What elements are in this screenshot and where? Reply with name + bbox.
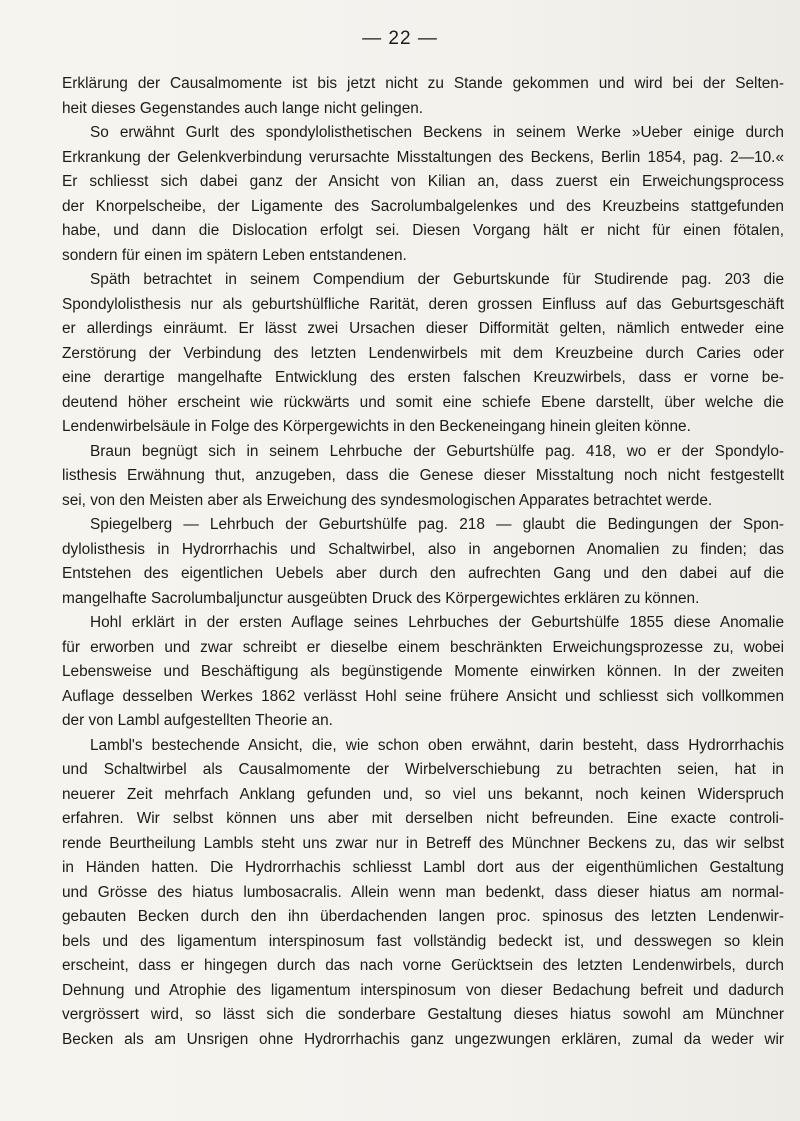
text-line: mangelhafte Sacrolumbaljunctur ausgeübten Druck des Körpergewichtes erklären zu können. bbox=[62, 589, 700, 607]
text-line: Entstehen des eigentlichen Uebels aber durch den aufrechten Gang und den dabei auf die bbox=[62, 565, 784, 582]
text-line: Lebensweise und Beschäftigung als begünstigende Momente einwirken können. In der zweiten bbox=[62, 663, 784, 680]
body-text bbox=[62, 72, 784, 1052]
text-line: deutend höher erscheint wie rückwärts und somit eine schiefe Ebene darstellt, über welche die bbox=[62, 393, 784, 411]
text-line: Erklärung der Causalmomente ist bis jetzt nicht zu Stande gekommen und wird bei der Selten- bbox=[62, 75, 784, 92]
text-line: dylolisthesis in Hydrorrhachis und Schaltwirbel, also in angebornen Anomalien zu finden; das bbox=[62, 540, 784, 558]
text-line: Er schliesst sich dabei ganz der Ansicht von Kilian an, dass zuerst ein Erweichungsprocess bbox=[62, 173, 784, 190]
text-line: Hohl erklärt in der ersten Auflage seines Lehrbuches der Geburtshülfe 1855 diese Anomalie bbox=[90, 614, 784, 631]
text-line: eine derartige mangelhafte Entwicklung des ersten falschen Kreuzwirbels, dass er vorne be- bbox=[62, 369, 784, 386]
text-line: Braun begnügt sich in seinem Lehrbuche der Geburtshülfe pag. 418, wo er der Spondylo- bbox=[90, 442, 784, 460]
text-line: Lambl's bestechende Ansicht, die, wie schon oben erwähnt, darin besteht, dass Hydrorrhachis bbox=[90, 736, 784, 754]
text-line: gebauten Becken durch den ihn überdachenden langen proc. spinosus des letzten Lendenwir- bbox=[62, 908, 784, 925]
text-line: der von Lambl aufgestellten Theorie an. bbox=[62, 712, 333, 729]
text-line: Dehnung und Atrophie des ligamentum interspinosum von dieser Bedachung befreit und dadurch bbox=[62, 981, 784, 999]
text-line: rende Beurtheilung Lambls steht uns zwar nur in Betreff des Münchner Beckens zu, das wir selbst bbox=[62, 834, 784, 852]
text-line: Erkrankung der Gelenkverbindung verursachte Misstaltungen des Beckens, Berlin 1854, pag. 2—10.« bbox=[62, 148, 784, 166]
text-line: Auflage desselben Werkes 1862 verlässt Hohl seine frühere Ansicht und schliesst sich vollkommen bbox=[62, 687, 784, 705]
text-line: So erwähnt Gurlt des spondylolisthetischen Beckens in seinem Werke »Ueber einige durch bbox=[90, 124, 784, 141]
text-line: in Händen hatten. Die Hydrorrhachis schliesst Lambl dort aus der eigenthümlichen Gestaltung bbox=[62, 859, 784, 876]
text-line: Lendenwirbelsäule in Folge des Körpergewichts in den Beckeneingang hinein gleiten könne. bbox=[62, 418, 691, 435]
text-line: und Grösse des hiatus lumbosacralis. Allein wenn man bedenkt, dass dieser hiatus am normal- bbox=[62, 883, 784, 901]
page-number: — 22 — bbox=[362, 28, 438, 49]
text-line: neuerer Zeit mehrfach Anklang gefunden und, so viel uns bekannt, noch keinen Widerspruch bbox=[62, 785, 784, 803]
text-line: erscheint, dass er hingegen durch das nach vorne Gerücktsein des letzten Lendenwirbels, durch bbox=[62, 957, 784, 974]
text-line: Spiegelberg — Lehrbuch der Geburtshülfe pag. 218 — glaubt die Bedingungen der Spon- bbox=[90, 516, 784, 533]
text-line: er allerdings einräumt. Er lässt zwei Ursachen dieser Difformität gelten, nämlich entweder eine bbox=[62, 320, 784, 337]
text-line: sondern für einen im spätern Leben entstandenen. bbox=[62, 246, 407, 264]
text-line: heit dieses Gegenstandes auch lange nicht gelingen. bbox=[62, 99, 424, 117]
text-line: erfahren. Wir selbst können uns aber mit derselben nicht befreunden. Eine exacte controli- bbox=[62, 810, 784, 827]
text-line: listhesis Erwähnung thut, anzugeben, dass die Genese dieser Misstaltung noch nicht festgestellt bbox=[62, 467, 784, 484]
text-line: Spondylolisthesis nur als geburtshülfliche Rarität, deren grossen Einfluss auf das Geburtsgeschäft bbox=[62, 295, 784, 313]
text-line: habe, und dann die Dislocation erfolgt sei. Diesen Vorgang hält er nicht für einen fötalen, bbox=[62, 222, 784, 239]
text-line: sei, von den Meisten aber als Erweichung des syndesmologischen Apparates betrachtet werde. bbox=[62, 491, 713, 509]
text-line: Späth betrachtet in seinem Compendium der Geburtskunde für Studirende pag. 203 die bbox=[90, 271, 784, 288]
text-line: für erworben und zwar schreibt er dieselbe einem beschränkten Erweichungsprozesse zu, wobei bbox=[62, 638, 784, 656]
text-line: bels und des ligamentum interspinosum fast vollständig bedeckt ist, und desswegen so klein bbox=[62, 932, 784, 950]
text-line: Becken als am Unsrigen ohne Hydrorrhachis ganz ungezwungen erklären, zumal da weder wir bbox=[62, 1030, 784, 1048]
text-line: vergrössert wird, so lässt sich die sonderbare Gestaltung dieses hiatus sowohl am Münchner bbox=[62, 1006, 784, 1023]
text-line: der Knorpelscheibe, der Ligamente des Sacrolumbalgelenkes und des Kreuzbeins stattgefunden bbox=[62, 197, 784, 215]
text-line: Zerstörung der Verbindung des letzten Lendenwirbels mit dem Kreuzbeine durch Caries oder bbox=[62, 344, 784, 362]
text-line: und Schaltwirbel als Causalmomente der Wirbelverschiebung zu betrachten seien, hat in bbox=[62, 761, 784, 778]
